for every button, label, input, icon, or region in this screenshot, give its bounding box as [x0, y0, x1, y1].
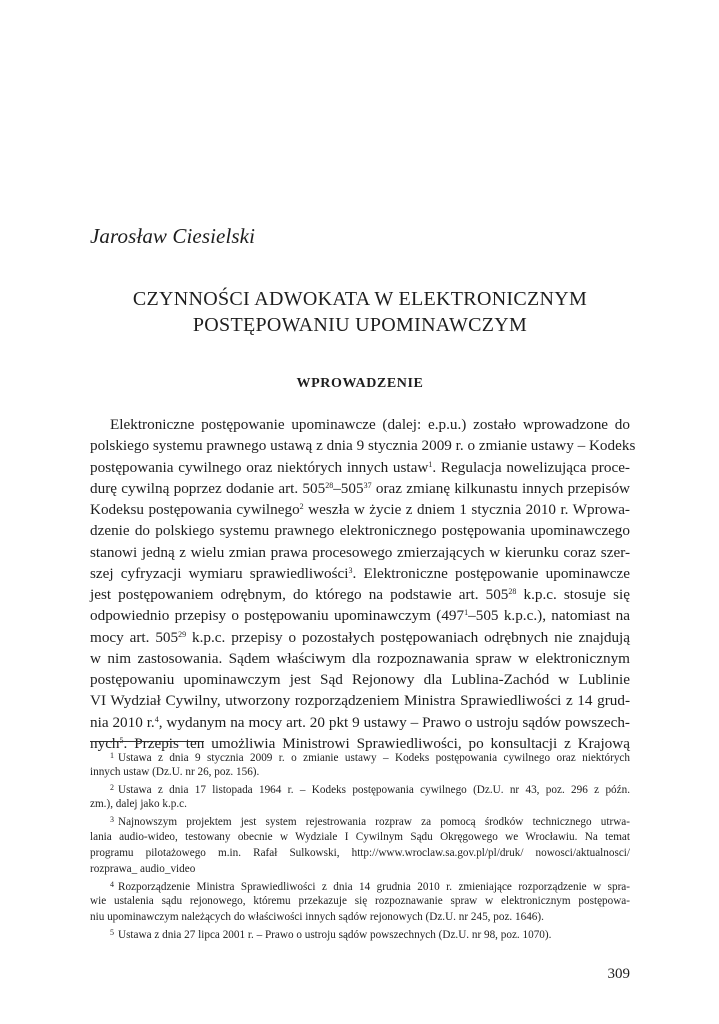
- footnote-line: [90, 893, 630, 909]
- body-text-run: w nim zastosowania. Sądem właściwym dla rozpoznawania spraw w elektronicznym: [90, 649, 630, 667]
- body-text-run: dzenie do polskiego systemu prawnego elektronicznego postępowania upominawczego: [90, 522, 630, 540]
- footnote-line: [110, 925, 630, 943]
- section-heading: WPROWADZENIE: [296, 376, 424, 391]
- body-line: [90, 669, 630, 690]
- footnote-text: rozprawa_ audio_video: [90, 862, 196, 875]
- body-line: [90, 457, 630, 478]
- article-title-line-2: POSTĘPOWANIU UPOMINAWCZYM: [192, 314, 528, 336]
- footnote-text: innych ustaw (Dz.U. nr 26, poz. 156).: [90, 766, 260, 779]
- footnote-text: wie ustalenia sądu rejonowego, któremu przekazuje się rozpoznawanie spraw w elektronicznym postępowa-: [90, 894, 630, 907]
- footnote-reference[interactable]: 37: [363, 480, 372, 490]
- body-text-run: –505: [333, 479, 364, 497]
- footnote-reference[interactable]: 5: [119, 735, 124, 745]
- body-text-run: postępowania cywilnego oraz niektórych innych ustaw: [90, 458, 429, 476]
- author-name: Jarosław Ciesielski: [90, 224, 256, 248]
- footnote-text: zm.), dalej jako k.p.c.: [90, 798, 187, 811]
- footnote-separator: [90, 741, 204, 742]
- body-line: [90, 542, 630, 563]
- body-line: [90, 478, 630, 499]
- footnote-reference[interactable]: 28: [508, 587, 517, 596]
- body-text-run: polskiego systemu prawnego ustawą z dnia 9 stycznia 2009 r. o zmianie ustawy – Kodeks: [90, 437, 636, 455]
- footnote-reference[interactable]: 1: [428, 459, 433, 469]
- footnote-text: programu pilotażowego m.in. Rafał Sulkowski, http://www.wroclaw.sa.gov.pl/pl/druk/ nowosci/aktualnosci/: [90, 846, 630, 859]
- body-text-run: postępowaniu upominawczym jest Sąd Rejonowy dla Lublina-Zachód w Lublinie: [90, 671, 630, 688]
- footnote-line: [90, 829, 630, 845]
- body-text-run: . Przepis ten umożliwia Ministrowi Sprawiedliwości, po konsultacji z Krajową: [123, 734, 630, 752]
- footnote-text: Rozporządzenie Ministra Sprawiedliwości z dnia 14 grudnia 2010 r. zmieniające rozporządzenie w spra-: [118, 880, 630, 893]
- footnote-text: Najnowszym projektem jest system rejestrowania rozpraw za pomocą środków technicznego utrwa-: [118, 816, 630, 829]
- body-text-run: VI Wydział Cywilny, utworzony rozporządzeniem Ministra Sprawiedliwości z 14 grud-: [90, 692, 630, 710]
- body-text-run: k.p.c. stosuje się: [516, 586, 630, 603]
- footnote-line: [90, 845, 630, 861]
- footnote-reference[interactable]: 2: [299, 502, 304, 511]
- body-text-run: nia 2010 r.: [90, 713, 155, 731]
- footnote-number: 3: [110, 815, 114, 825]
- body-line: [90, 605, 630, 626]
- footnote-reference[interactable]: 4: [154, 714, 159, 724]
- body-text-run: k.p.c. przepisy o pozostałych postępowaniach odrębnych nie znajdują: [186, 628, 630, 646]
- footnote-reference[interactable]: 3: [348, 565, 353, 575]
- footnote-line: [90, 764, 630, 780]
- footnote-number: 1: [110, 751, 114, 760]
- body-text-run: oraz zmianę kilkunastu innych przepisów: [371, 479, 630, 497]
- footnote-line: [90, 861, 630, 877]
- footnote-number: 5: [110, 928, 114, 938]
- body-text-run: durę cywilną poprzez dodanie art. 505: [90, 479, 326, 497]
- footnote-text: niu upominawczym należących do właściwości innych sądów rejonowych (Dz.U. nr 245, poz. 1646).: [90, 911, 544, 923]
- body-line: [90, 520, 630, 541]
- footnote-reference[interactable]: 28: [325, 480, 334, 490]
- body-text-run: Elektroniczne postępowanie upominawcze (dalej: e.p.u.) zostało wprowadzone do: [110, 416, 630, 433]
- body-line: [90, 563, 630, 584]
- footnote-line: [90, 909, 630, 925]
- footnote-number: 4: [110, 879, 114, 889]
- body-line: [90, 435, 636, 456]
- footnote-number: 2: [110, 783, 114, 793]
- footnote-text: Ustawa z dnia 27 lipca 2001 r. – Prawo o ustroju sądów powszechnych (Dz.U. nr 98, poz. 1070).: [118, 929, 552, 942]
- body-text-run: , wydanym na mocy art. 20 pkt 9 ustawy – Prawo o ustroju sądów powszech-: [158, 713, 630, 731]
- body-text-run: szej cyfryzacji wymiaru sprawiedliwości: [90, 564, 349, 582]
- body-line: [90, 584, 630, 605]
- footnote-text: lania audio-wideo, testowany obecnie w Wydziale I Cywilnym Sądu Okręgowego we Wrocławiu. Na temat: [90, 830, 630, 843]
- body-text-run: . Elektroniczne postępowanie upominawcze: [352, 564, 630, 582]
- body-line: [90, 712, 630, 733]
- body-line: [90, 499, 630, 520]
- footnote-line: [90, 796, 630, 812]
- body-text-run: nych: [90, 734, 120, 752]
- body-line: [90, 690, 630, 711]
- body-text-run: weszła w życie z dniem 1 stycznia 2010 r. Wprowa-: [303, 501, 630, 518]
- footnote-text: Ustawa z dnia 17 listopada 1964 r. – Kodeks postępowania cywilnego (Dz.U. nr 43, poz. 296 z późn.: [118, 784, 630, 797]
- article-title-line-1: CZYNNOŚCI ADWOKATA W ELEKTRONICZNYM: [132, 288, 588, 310]
- body-line: [90, 627, 630, 648]
- body-line: [90, 648, 630, 669]
- body-text-run: Kodeksu postępowania cywilnego: [90, 501, 300, 518]
- body-text-run: odpowiednio przepisy o postępowaniu upominawczym (497: [90, 607, 465, 625]
- body-text-run: –505 k.p.c.), natomiast na: [468, 607, 630, 625]
- page-number: 309: [607, 966, 630, 982]
- body-text-run: mocy art. 505: [90, 628, 179, 646]
- footnote-reference[interactable]: 29: [178, 629, 187, 639]
- body-text-run: jest postępowaniem odrębnym, do którego na podstawie art. 505: [90, 586, 509, 603]
- body-line: [110, 414, 630, 435]
- footnote-text: Ustawa z dnia 9 stycznia 2009 r. o zmianie ustawy – Kodeks postępowania cywilnego oraz niektórych: [118, 752, 630, 764]
- footnote-reference[interactable]: 1: [464, 608, 469, 618]
- body-text-run: . Regulacja nowelizująca proce-: [432, 458, 630, 476]
- body-text-run: stanowi jedną z wielu zmian prawa procesowego zmierzających w kierunku coraz szer-: [90, 543, 630, 561]
